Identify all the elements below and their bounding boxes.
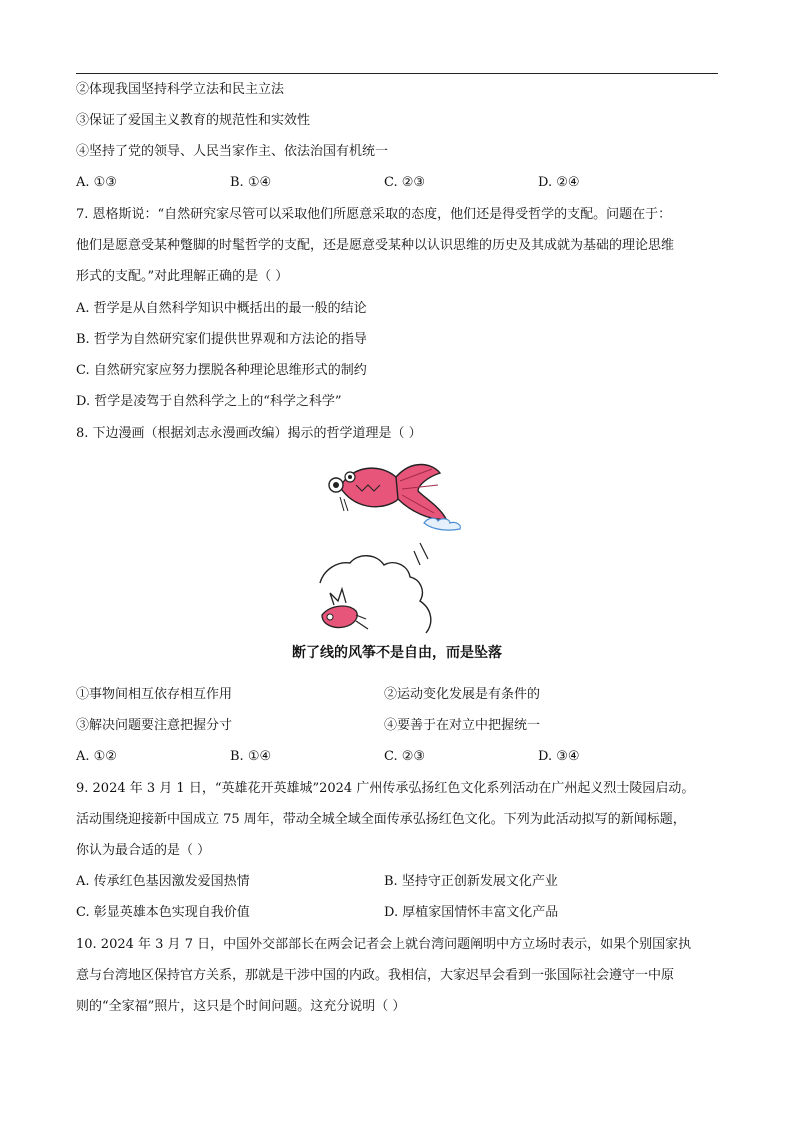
q8-item-4: ④要善于在对立中把握统一 <box>384 718 541 733</box>
q7-stem-line-3: 形式的支配。”对此理解正确的是（ ） <box>76 269 289 284</box>
q8-item-3: ③解决问题要注意把握分寸 <box>76 718 233 733</box>
q7-stem-line-1: 7. 恩格斯说：“自然研究家尽管可以采取他们所愿意采取的态度，他们还是得受哲学的支配。问题在于： <box>76 207 672 222</box>
cartoon-caption: 断了线的风筝不是自由，而是坠落 <box>292 645 502 661</box>
q7-option-c[interactable]: C. 自然研究家应努力摆脱各种理论思维形式的制约 <box>76 363 367 378</box>
q6-item-3: ③保证了爱国主义教育的规范性和实效性 <box>76 113 311 128</box>
q9-option-c[interactable]: C. 彰显英雄本色实现自我价值 <box>76 905 250 920</box>
q9-stem-line-1: 9. 2024 年 3 月 1 日，“英雄花开英雄城”2024 广州传承弘扬红色文化系列活动在广州起义烈士陵园启动。 <box>76 781 695 796</box>
q7-option-d[interactable]: D. 哲学是凌驾于自然科学之上的“科学之科学” <box>76 394 342 409</box>
q8-option-c[interactable]: C. ②③ <box>384 749 426 764</box>
q6-item-4: ④坚持了党的领导、人民当家作主、依法治国有机统一 <box>76 144 389 159</box>
q6-option-a[interactable]: A. ①③ <box>76 175 117 190</box>
small-cloud-icon <box>424 518 460 530</box>
q6-item-2: ②体现我国坚持科学立法和民主立法 <box>76 82 285 97</box>
kite-fish-icon <box>329 465 446 520</box>
q7-option-b[interactable]: B. 哲学为自然研究家们提供世界观和方法论的指导 <box>76 332 367 347</box>
q8-option-d[interactable]: D. ③④ <box>538 749 580 764</box>
q8-stem: 8. 下边漫画（根据刘志永漫画改编）揭示的哲学道理是（ ） <box>76 426 422 441</box>
q9-option-b[interactable]: B. 坚持守正创新发展文化产业 <box>384 874 558 889</box>
q10-stem-line-3: 则的“全家福”照片，这只是个时间问题。这充分说明（ ） <box>76 999 406 1014</box>
q9-stem-line-3: 你认为最合适的是（ ） <box>76 843 211 858</box>
q8-item-1: ①事物间相互依存相互作用 <box>76 687 233 702</box>
q8-option-b[interactable]: B. ①④ <box>230 749 272 764</box>
q6-option-c[interactable]: C. ②③ <box>384 175 426 190</box>
q9-stem-line-2: 活动围绕迎接新中国成立 75 周年，带动全城全域全面传承弘扬红色文化。下列为此活动拟写的新闻标题， <box>76 812 686 827</box>
q8-option-a[interactable]: A. ①② <box>76 749 117 764</box>
q6-option-d[interactable]: D. ②④ <box>538 175 580 190</box>
q9-option-a[interactable]: A. 传承红色基因激发爱国热情 <box>76 874 250 889</box>
kite-cartoon-illustration <box>300 455 500 640</box>
q6-option-b[interactable]: B. ①④ <box>230 175 272 190</box>
q8-item-2: ②运动变化发展是有条件的 <box>384 687 541 702</box>
q10-stem-line-2: 意与台湾地区保持官方关系，那就是干涉中国的内政。我相信，大家迟早会看到一张国际社会遵守一中原 <box>76 968 675 983</box>
fallen-kite-icon <box>322 589 368 629</box>
q10-stem-line-1: 10. 2024 年 3 月 7 日，中国外交部部长在两会记者会上就台湾问题阐明中方立场时表示，如果个别国家执 <box>76 937 692 952</box>
q7-stem-line-2: 他们是愿意受某种蹩脚的时髦哲学的支配，还是愿意受某种以认识思维的历史及其成就为基础的理论思维 <box>76 238 675 253</box>
q9-option-d[interactable]: D. 厚植家国情怀丰富文化产品 <box>384 905 559 920</box>
q7-option-a[interactable]: A. 哲学是从自然科学知识中概括出的最一般的结论 <box>76 301 367 316</box>
header-rule <box>76 73 718 74</box>
